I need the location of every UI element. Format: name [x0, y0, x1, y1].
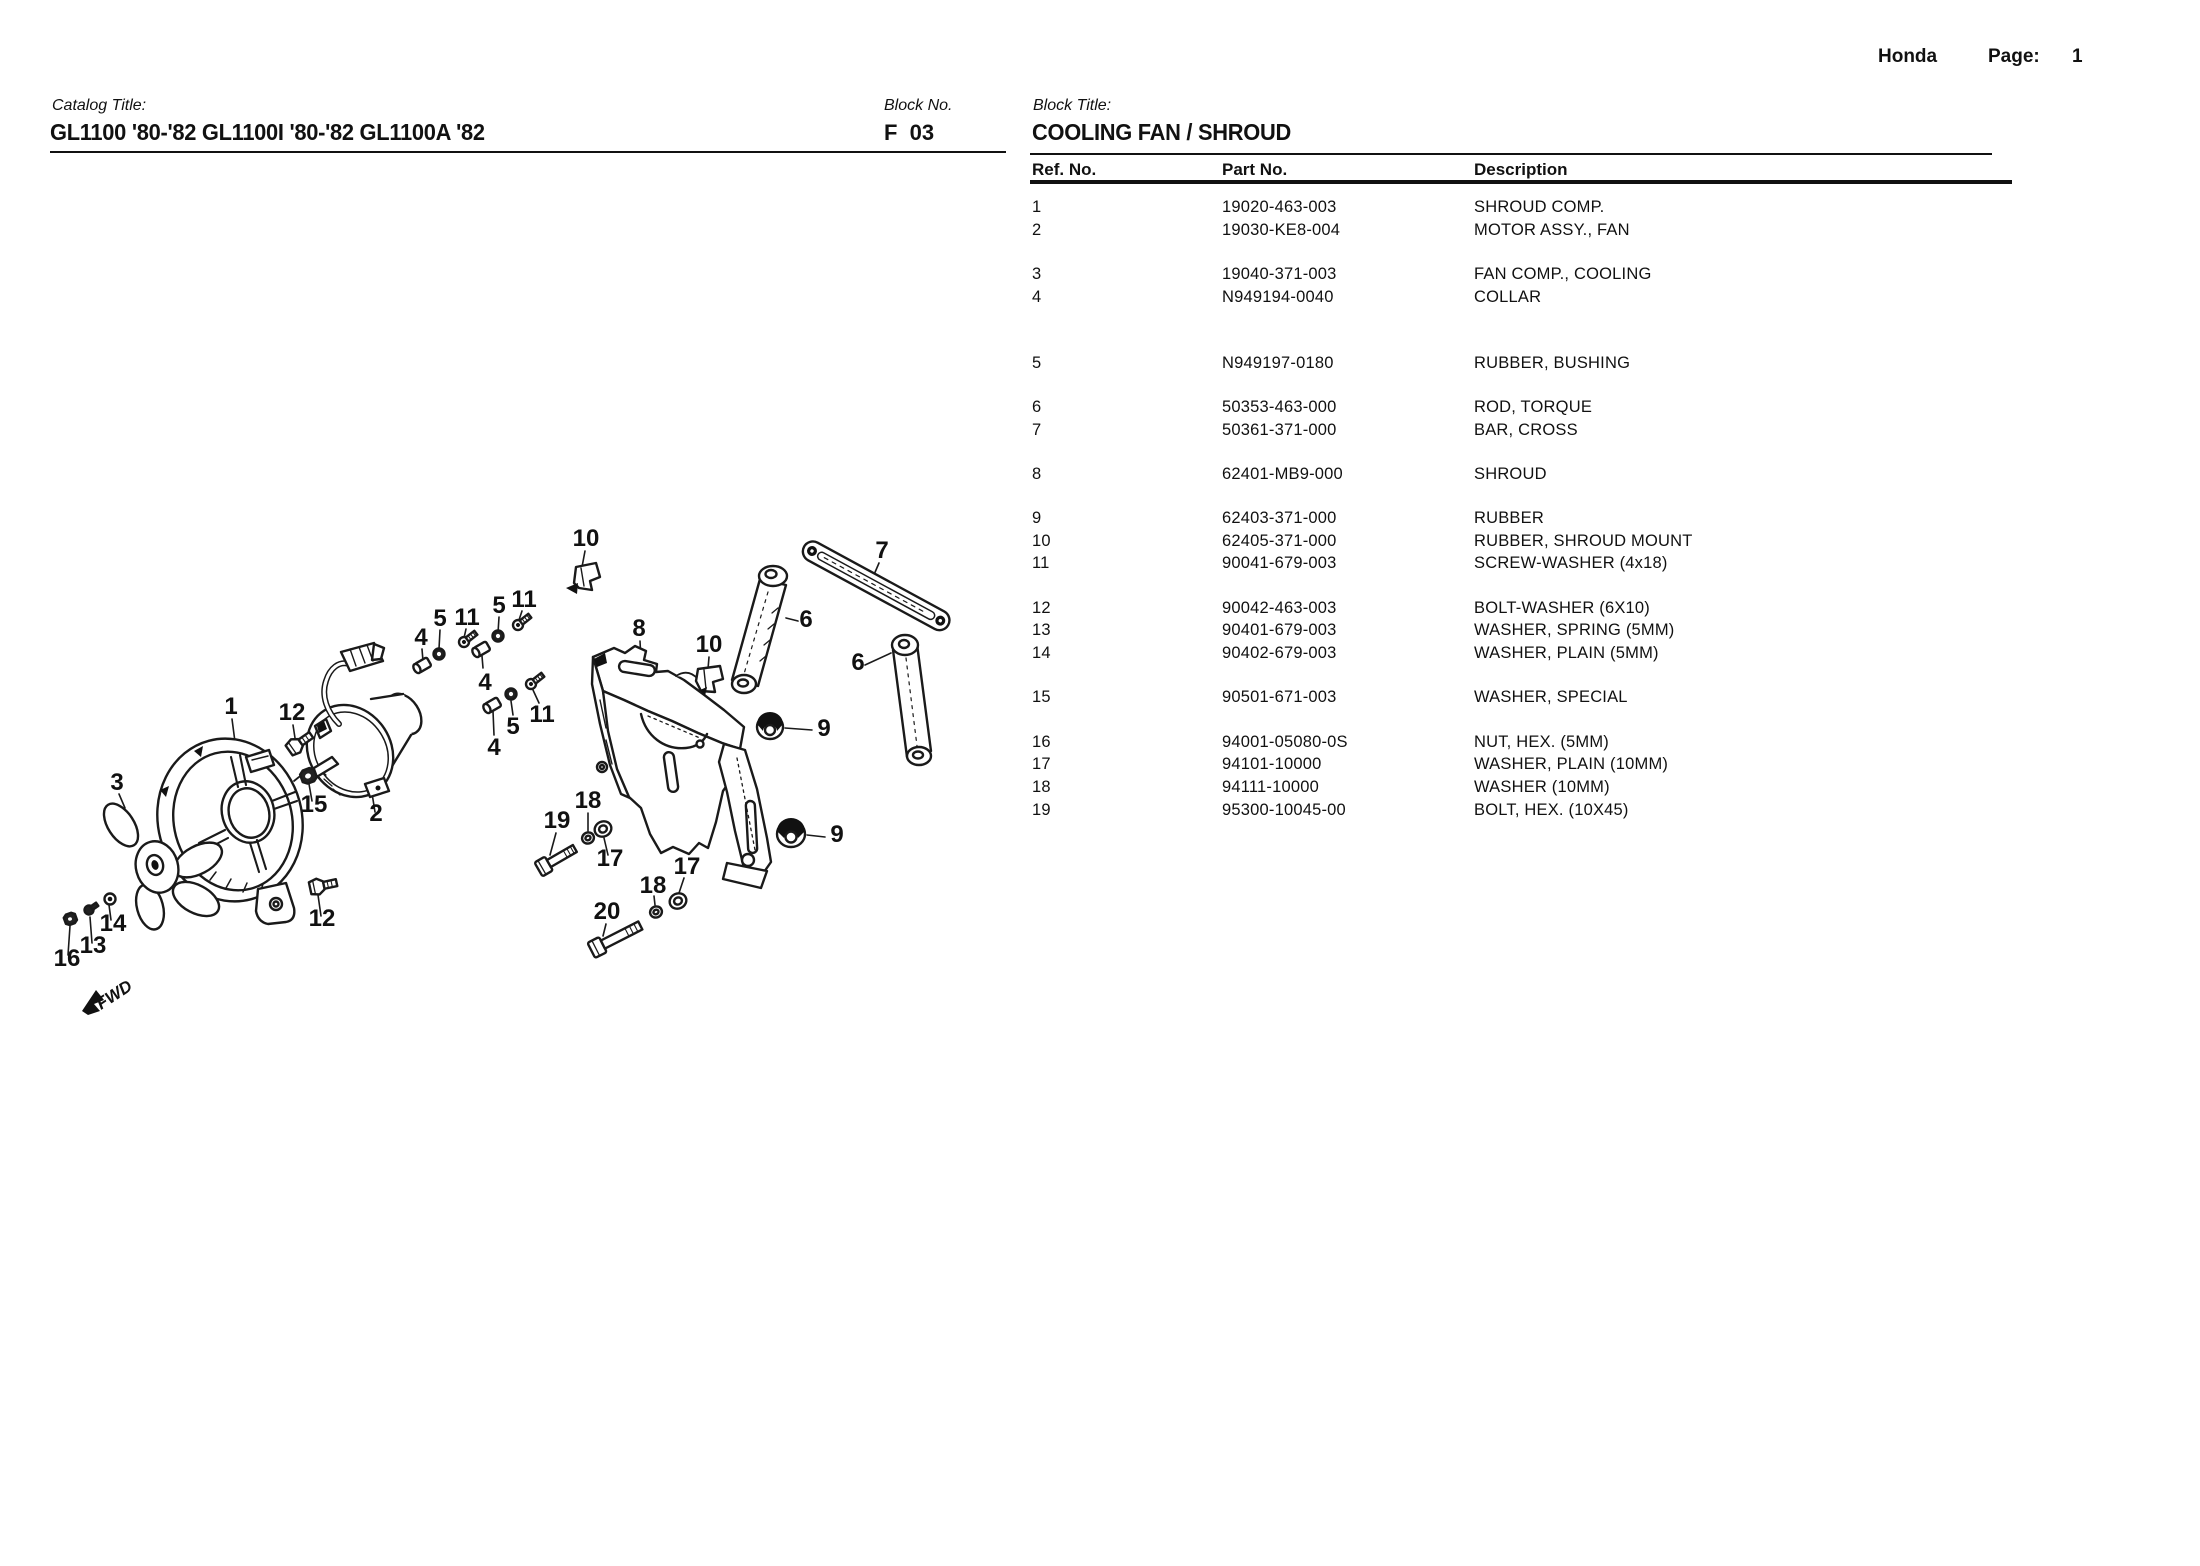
description-cell: WASHER, PLAIN (10MM): [1474, 755, 1669, 774]
callout-10: 10: [572, 525, 600, 552]
ref-no-cell: 16: [1032, 732, 1051, 751]
ref-no-cell: 18: [1032, 778, 1051, 797]
callout-4: 4: [414, 624, 428, 651]
part-no-cell: 90402-679-003: [1222, 644, 1337, 663]
callout-7: 7: [875, 537, 889, 564]
callout-15: 15: [300, 791, 328, 818]
description-cell: WASHER, PLAIN (5MM): [1474, 644, 1659, 663]
callout-18: 18: [574, 787, 602, 814]
description-cell: SCREW-WASHER (4x18): [1474, 554, 1668, 573]
callout-10: 10: [695, 631, 723, 658]
callout-9: 9: [830, 821, 844, 848]
description-cell: RUBBER, SHROUD MOUNT: [1474, 531, 1693, 550]
block-title-label: Block Title:: [1033, 97, 1112, 114]
ref-no-cell: 7: [1032, 420, 1042, 439]
part-no-cell: 62401-MB9-000: [1222, 464, 1343, 483]
callout-17: 17: [673, 853, 701, 880]
description-cell: BOLT, HEX. (10X45): [1474, 800, 1629, 819]
part-no-cell: 94101-10000: [1222, 755, 1322, 774]
part-no-cell: N949194-0040: [1222, 287, 1334, 306]
callout-5: 5: [506, 713, 520, 740]
ref-no-cell: 2: [1032, 220, 1042, 239]
ref-no-cell: 17: [1032, 755, 1051, 774]
callout-6: 6: [851, 649, 865, 676]
col-description: Description: [1474, 160, 1568, 179]
callout-1: 1: [224, 693, 238, 720]
description-cell: WASHER (10MM): [1474, 778, 1610, 797]
part-no-cell: 19030-KE8-004: [1222, 220, 1341, 239]
part-special-washer: [299, 767, 318, 785]
callout-11: 11: [529, 701, 555, 728]
ref-no-cell: 3: [1032, 264, 1042, 283]
description-cell: COLLAR: [1474, 287, 1542, 306]
description-cell: ROD, TORQUE: [1474, 397, 1593, 416]
part-no-cell: 95300-10045-00: [1222, 800, 1346, 819]
callout-9: 9: [817, 715, 831, 742]
ref-no-cell: 8: [1032, 464, 1042, 483]
ref-no-cell: 10: [1032, 531, 1051, 550]
part-no-cell: 94001-05080-0S: [1222, 732, 1348, 751]
part-no-cell: 50353-463-000: [1222, 397, 1337, 416]
col-ref-no: Ref. No.: [1032, 160, 1097, 179]
page-number: 1: [2072, 46, 2083, 67]
col-part-no: Part No.: [1222, 160, 1288, 179]
description-cell: SHROUD COMP.: [1474, 198, 1605, 216]
description-cell: MOTOR ASSY., FAN: [1474, 220, 1630, 239]
part-rubber-bushing: [434, 631, 517, 700]
description-cell: BOLT-WASHER (6X10): [1474, 598, 1650, 617]
catalog-title-label: Catalog Title:: [52, 97, 147, 114]
ref-no-cell: 15: [1032, 688, 1051, 707]
ref-no-cell: 19: [1032, 800, 1051, 819]
part-no-cell: 90501-671-003: [1222, 688, 1337, 707]
ref-no-cell: 9: [1032, 509, 1042, 528]
callout-16: 16: [53, 945, 81, 972]
callout-4: 4: [478, 669, 492, 696]
ref-no-cell: 5: [1032, 353, 1042, 372]
page-label: Page:: [1988, 46, 2040, 67]
callout-11: 11: [511, 586, 537, 613]
ref-no-cell: 4: [1032, 287, 1042, 306]
part-hex-nut-16: [63, 912, 78, 926]
description-cell: WASHER, SPRING (5MM): [1474, 621, 1675, 640]
ref-no-cell: 14: [1032, 644, 1051, 663]
part-no-cell: 19020-463-003: [1222, 198, 1337, 216]
callout-12: 12: [308, 905, 336, 932]
block-title: COOLING FAN / SHROUD: [1032, 119, 1291, 145]
callout-18: 18: [639, 872, 667, 899]
callout-12: 12: [278, 699, 306, 726]
callout-17: 17: [596, 845, 624, 872]
fwd-indicator: [82, 976, 136, 1015]
description-cell: RUBBER, BUSHING: [1474, 353, 1631, 372]
catalog-title: GL1100 '80-'82 GL1100I '80-'82 GL1100A '82: [50, 119, 485, 145]
part-hex-bolts: [534, 842, 644, 958]
part-no-cell: 90041-679-003: [1222, 554, 1337, 573]
ref-no-cell: 6: [1032, 397, 1042, 416]
part-no-cell: 19040-371-003: [1222, 264, 1337, 283]
part-no-cell: 90042-463-003: [1222, 598, 1337, 617]
callout-4: 4: [487, 734, 501, 761]
description-cell: BAR, CROSS: [1474, 420, 1578, 439]
callout-13: 13: [79, 932, 107, 959]
part-no-cell: 62403-371-000: [1222, 509, 1337, 528]
part-hex-bolt-19: [534, 842, 578, 877]
description-cell: NUT, HEX. (5MM): [1474, 732, 1609, 751]
block-no-label: Block No.: [884, 97, 953, 114]
callout-3: 3: [110, 769, 124, 796]
callout-2: 2: [369, 800, 383, 827]
description-cell: RUBBER: [1474, 509, 1544, 528]
callout-5: 5: [492, 592, 506, 619]
ref-no-cell: 13: [1032, 621, 1051, 640]
callout-20: 20: [593, 898, 621, 925]
part-spring-washer-13: [83, 901, 100, 917]
callout-11: 11: [454, 604, 480, 631]
callout-8: 8: [632, 615, 646, 642]
brand-text: Honda: [1878, 46, 1938, 67]
part-no-cell: 94111-10000: [1222, 778, 1320, 797]
part-no-cell: N949197-0180: [1222, 353, 1334, 372]
part-no-cell: 90401-679-003: [1222, 621, 1337, 640]
callout-5: 5: [433, 605, 447, 632]
callout-19: 19: [543, 807, 571, 834]
description-cell: SHROUD: [1474, 464, 1547, 483]
fwd-label: FWD: [92, 976, 136, 1014]
ref-no-cell: 12: [1032, 598, 1051, 617]
ref-no-cell: 1: [1032, 198, 1042, 216]
callout-14: 14: [99, 910, 127, 937]
part-no-cell: 62405-371-000: [1222, 531, 1337, 550]
description-cell: FAN COMP., COOLING: [1474, 264, 1652, 283]
part-no-cell: 50361-371-000: [1222, 420, 1337, 439]
callout-6: 6: [799, 606, 813, 633]
ref-no-cell: 11: [1032, 554, 1050, 573]
block-no-value: F 03: [884, 120, 935, 145]
description-cell: WASHER, SPECIAL: [1474, 688, 1628, 707]
